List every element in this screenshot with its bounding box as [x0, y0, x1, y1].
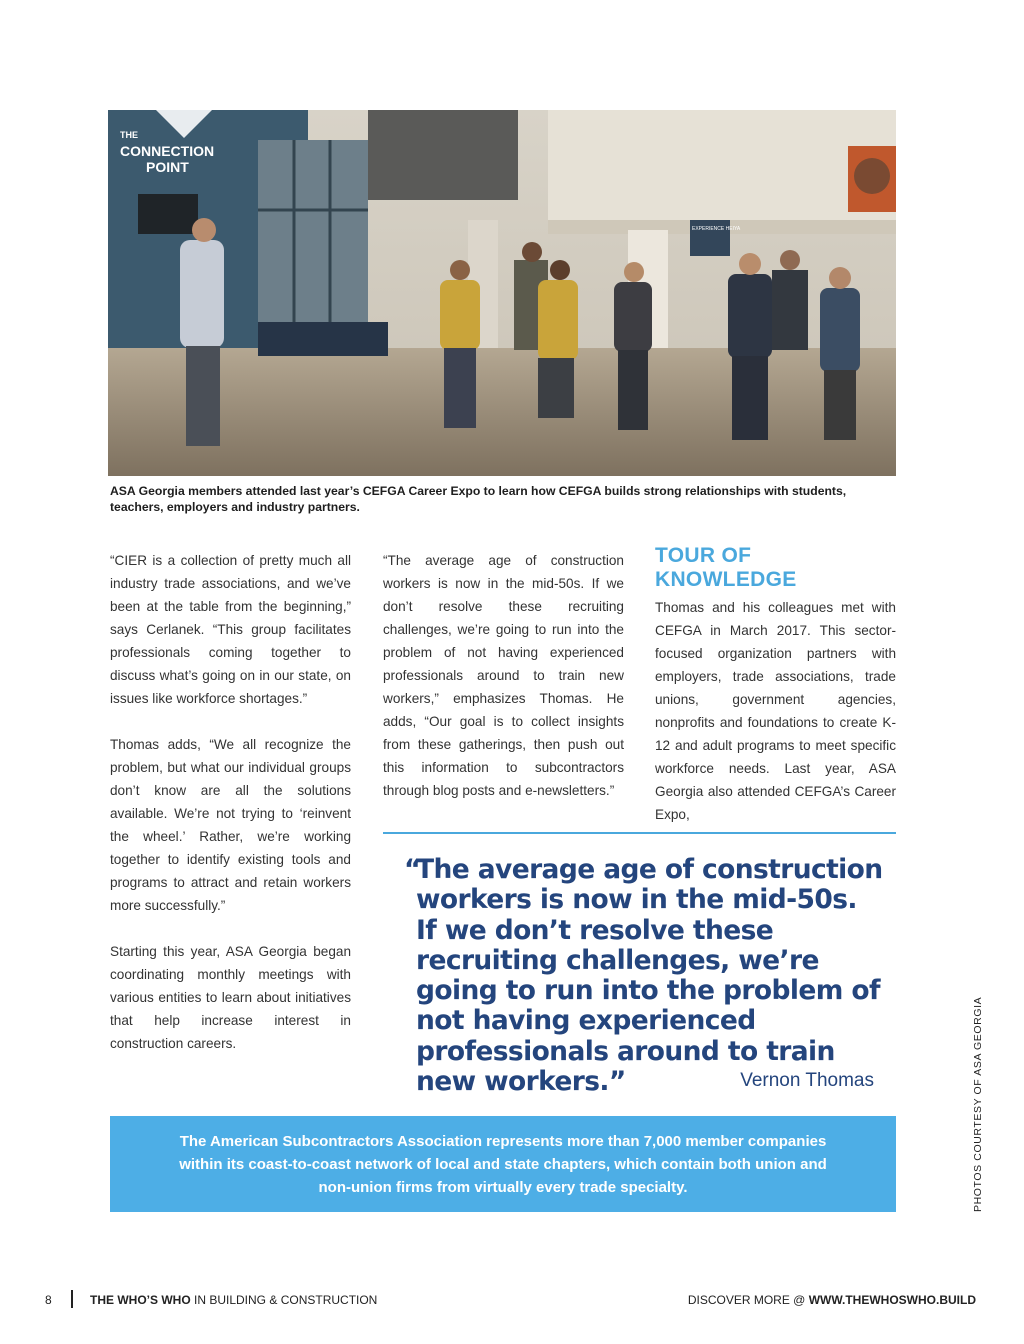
section-heading-line-1: TOUR OF: [655, 544, 752, 567]
section-heading-line-2: KNOWLEDGE: [655, 568, 797, 591]
column-3-paragraph-1: Thomas and his colleagues met with CEFGA in March 2017. This sector-focused organization partners with employers, trade associations, trade unions, government agencies, nonprofits and foundations to create K-12 and adult programs to meet specific workforce needs. Last year, ASA Georgia also attended CEFGA’s Career Expo,: [655, 600, 896, 822]
column-1-paragraph-3: Starting this year, ASA Georgia began coordinating monthly meetings with various entities to learn about initiatives that help increase interest in construction careers.: [110, 944, 351, 1051]
photo-credit: PHOTOS COURTESY OF ASA GEORGIA: [972, 996, 984, 1212]
pull-quote-attribution: Vernon Thomas: [740, 1070, 874, 1091]
column-3: [655, 544, 896, 826]
publication-name-bold: THE WHO’S WHO: [90, 1293, 191, 1307]
publication-name: [90, 1293, 377, 1307]
expo-photo-illustration: [108, 110, 896, 476]
website-link[interactable]: WWW.THEWHOSWHO.BUILD: [808, 1293, 976, 1307]
photo-caption: ASA Georgia members attended last year’s CEFGA Career Expo to learn how CEFGA builds strong relationships with students, teachers, employers and industry partners.: [110, 484, 847, 514]
discover-more: [688, 1293, 976, 1307]
page-number: 8: [45, 1293, 52, 1307]
pull-quote-rule: [383, 832, 896, 834]
publication-name-rest: IN BUILDING & CONSTRUCTION: [190, 1293, 378, 1307]
section-heading: [655, 544, 896, 592]
column-2: [383, 549, 624, 825]
info-banner: The American Subcontractors Association represents more than 7,000 member companies within its coast-to-coast network of local and state chapters, which contain both union and non-union firms from virtually every trade specialty.: [110, 1116, 896, 1212]
column-1-paragraph-1: “CIER is a collection of pretty much all industry trade associations, and we’ve been at the table from the beginning,” says Cerlanek. “This group facilitates professionals coming together to discuss what’s going on in our state, on issues like workforce shortages.”: [110, 553, 351, 706]
column-1-paragraph-2: Thomas adds, “We all recognize the problem, but what our individual groups don’t know are all the solutions available. We’re not trying to ‘reinvent the wheel.’ Rather, we’re working together to identify existing tools and programs to attract and retain workers more successfully.”: [110, 737, 351, 913]
expo-photo: [108, 110, 896, 476]
signage-line-1: THE: [120, 130, 138, 140]
pull-quote-open-mark: “: [404, 854, 421, 885]
footer-divider: [71, 1290, 73, 1308]
pull-quote: [404, 855, 884, 1097]
signage-line-3: POINT: [146, 159, 189, 175]
screen-text: EXPERIENCE HEIYA: [692, 226, 741, 232]
discover-label: DISCOVER MORE @: [687, 1293, 809, 1307]
signage-line-2: CONNECTION: [120, 143, 215, 159]
column-1: [110, 549, 351, 1078]
pull-quote-text: The average age of construction workers is now in the mid-50s. If we don’t resolve these recruiting challenges, we’re going to run into the problem of not having experienced professionals around to train new workers.”: [416, 854, 883, 1098]
column-2-paragraph-1: “The average age of construction workers is now in the mid-50s. If we don’t resolve these recruiting challenges, we’re going to run into the problem of not having experienced professionals around to train new workers,” emphasizes Thomas. He adds, “Our goal is to collect insights from these gatherings, then push out this information to subcontractors through blog posts and e-newsletters.”: [383, 553, 624, 798]
